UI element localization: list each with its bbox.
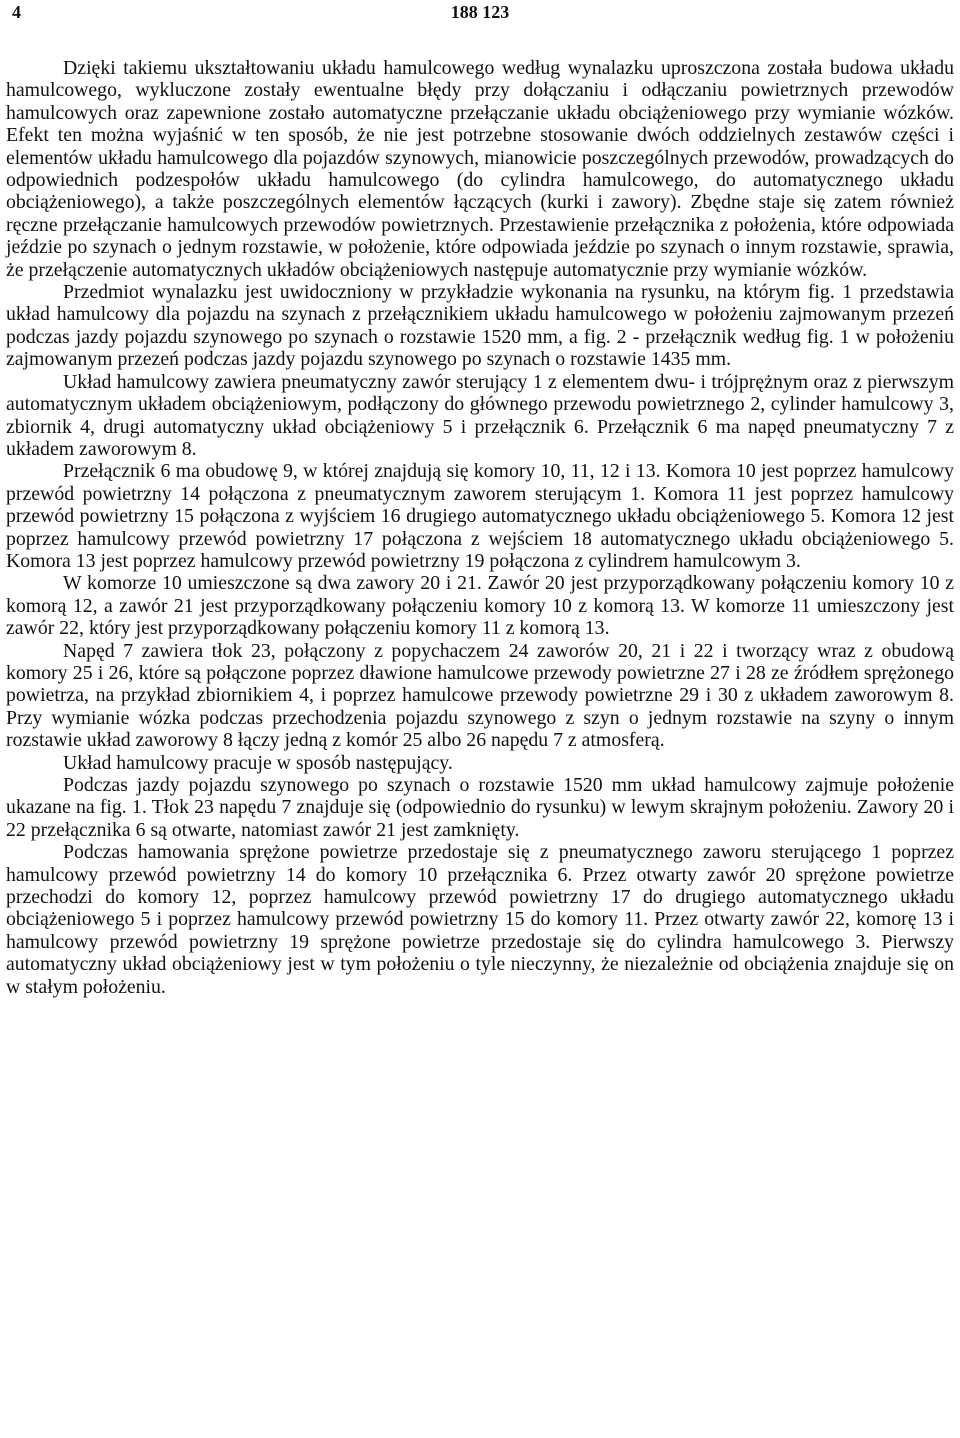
- document-number: 188 123: [450, 2, 510, 22]
- paragraph: Przedmiot wynalazku jest uwidoczniony w przykładzie wykonania na rysunku, na którym fig. 1 przedstawia układ hamulcowy dla pojazdu na szynach z przełącznikiem układu hamulcowego w położeniu zajmowanym przezeń podczas jazdy pojazdu szynowego po szynach o rozstawie 1520 mm, a fig. 2 - przełącznik według fig. 1 w położeniu zajmowanym przezeń podczas jazdy pojazdu szynowego po szynach o rozstawie 1435 mm.: [6, 281, 954, 371]
- paragraph: Dzięki takiemu ukształtowaniu układu hamulcowego według wynalazku uproszczona została budowa układu hamulcowego, wykluczone zostały ewentualne błędy przy dołączaniu i odłączaniu powietrznych przewodów hamulcowych oraz zapewnione zostało automatyczne przełączanie układu obciążeniowego przy wymianie wózków. Efekt ten można wyjaśnić w ten sposób, że nie jest potrzebne stosowanie dwóch oddzielnych zestawów części i elementów układu hamulcowego dla pojazdów szynowych, mianowicie poszczególnych przewodów, prowadzących do odpowiednich podzespołów układu hamulcowego (do cylindra hamulcowego, do automatycznego układu obciążeniowego), a także poszczególnych elementów łączących (kurki i zawory). Zbędne staje się zatem również ręczne przełączanie hamulcowych przewodów powietrznych. Przestawienie przełącznika z położenia, które odpowiada jeździe po szynach o jednym rozstawie, w położenie, które odpowiada jeździe po szynach o innym rozstawie, sprawia, że przełączenie automatycznych układów obciążeniowych następuje automatycznie przy wymianie wózków.: [6, 57, 954, 281]
- page-header: [6, 0, 954, 40]
- paragraph: Przełącznik 6 ma obudowę 9, w której znajdują się komory 10, 11, 12 i 13. Komora 10 jest poprzez hamulcowy przewód powietrzny 14 połączona z pneumatycznym zaworem sterującym 1. Komora 11 jest poprzez hamulcowy przewód powietrzny 15 połączona z wyjściem 16 drugiego automatycznego układu obciążeniowego 5. Komora 12 jest poprzez hamulcowy przewód powietrzny 17 połączona z wejściem 18 automatycznego układu obciążeniowego 5. Komora 13 jest poprzez hamulcowy przewód powietrzny 19 połączona z cylindrem hamulcowym 3.: [6, 460, 954, 572]
- page-number: 4: [12, 2, 21, 22]
- paragraph: Układ hamulcowy zawiera pneumatyczny zawór sterujący 1 z elementem dwu- i trójprężnym oraz z pierwszym automatycznym układem obciążeniowym, podłączony do głównego przewodu powietrznego 2, cylinder hamulcowy 3, zbiornik 4, drugi automatyczny układ obciążeniowy 5 i przełącznik 6. Przełącznik 6 ma napęd pneumatyczny 7 z układem zaworowym 8.: [6, 370, 954, 460]
- paragraph: Podczas jazdy pojazdu szynowego po szynach o rozstawie 1520 mm układ hamulcowy zajmuje położenie ukazane na fig. 1. Tłok 23 napędu 7 znajduje się (odpowiednio do rysunku) w lewym skrajnym położeniu. Zawory 20 i 22 przełącznika 6 są otwarte, natomiast zawór 21 jest zamknięty.: [6, 774, 954, 841]
- paragraph: W komorze 10 umieszczone są dwa zawory 20 i 21. Zawór 20 jest przyporządkowany połączeniu komory 10 z komorą 12, a zawór 21 jest przyporządkowany połączeniu komory 10 z komorą 13. W komorze 11 umieszczony jest zawór 22, który jest przyporządkowany połączeniu komory 11 z komorą 13.: [6, 572, 954, 640]
- paragraph: Podczas hamowania sprężone powietrze przedostaje się z pneumatycznego zaworu sterującego 1 poprzez hamulcowy przewód powietrzny 14 do komory 10 przełącznika 6. Przez otwarty zawór 20 sprężone powietrze przechodzi do komory 12, poprzez hamulcowy przewód powietrzny 17 do drugiego automatycznego układu obciążeniowego 5 i poprzez hamulcowy przewód powietrzny 15 do komory 11. Przez otwarty zawór 22, komorę 13 i hamulcowy przewód powietrzny 19 sprężone powietrze przedostaje się do cylindra hamulcowego 3. Pierwszy automatyczny układ obciążeniowy jest w tym położeniu o tyle nieczynny, że niezależnie od obciążenia znajduje się on w stałym położeniu.: [6, 841, 954, 998]
- paragraph: Napęd 7 zawiera tłok 23, połączony z popychaczem 24 zaworów 20, 21 i 22 i tworzący wraz z obudową komory 25 i 26, które są połączone poprzez dławione hamulcowe przewody powietrzne 27 i 28 ze źródłem sprężonego powietrza, na przykład zbiornikiem 4, i poprzez hamulcowe przewody powietrzne 29 i 30 z układem zaworowym 8. Przy wymianie wózka podczas przechodzenia pojazdu szynowego z szyn o jednym rozstawie na szyny o innym rozstawie układ zaworowy 8 łączy jedną z komór 25 albo 26 napędu 7 z atmosferą.: [6, 639, 954, 752]
- paragraph: Układ hamulcowy pracuje w sposób następujący.: [63, 751, 453, 774]
- body-text: [6, 57, 954, 998]
